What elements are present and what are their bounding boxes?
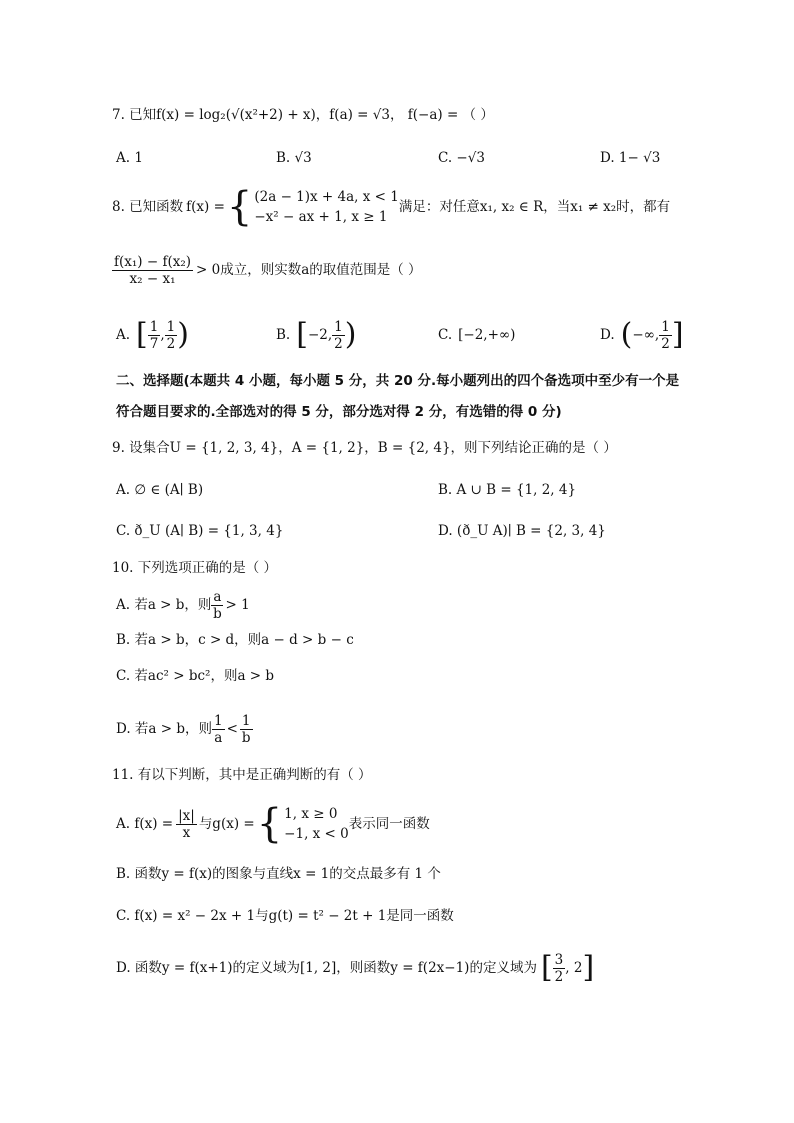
q9-option-c: C. ð_U (A∣ B) = {1, 3, 4}	[116, 523, 284, 539]
q8-frac-den: x₂ − x₁	[129, 270, 176, 287]
q8-inequality	[112, 250, 422, 290]
q11-option-a: A. f(x) = $\frac{|x|}{x}$ 与g(x) = { 1, x ≥ 0 −1, x < 0 表示同一函数	[116, 801, 430, 847]
q7-option-d: D. 1− √3	[600, 150, 661, 166]
q11-stem: 11. 有以下判断，其中是正确判断的有（ ）	[112, 767, 372, 783]
q8-option-d: D. ( −∞, $\frac{1}{2}$ ]	[600, 317, 684, 352]
q7-option-b: B. √3	[276, 150, 312, 166]
q8-case1: (2a − 1)x + 4a, x < 1	[254, 189, 399, 205]
q11-option-d: D. 函数y = f(x+1)的定义域为[1, 2]，则函数y = f(2x−1)的定义域为 [ $\frac{3}{2}$ , 2 ]	[116, 950, 595, 985]
q7-option-a: A. 1	[116, 150, 143, 166]
q8-brace: {	[226, 184, 253, 230]
q10-stem: 10. 下列选项正确的是（ ）	[112, 560, 278, 576]
q9-option-b: B. A ∪ B = {1, 2, 4}	[438, 482, 577, 498]
q8-stem-end: > 0成立，则实数a的取值范围是（ ）	[196, 262, 422, 278]
q8-option-a: A. [ $\frac{1}{7}$ , $\frac{1}{2}$ )	[116, 317, 189, 352]
section2-heading-line2: 符合题目要求的.全部选对的得 5 分，部分选对得 2 分，有选错的得 0 分)	[116, 404, 562, 420]
q9-stem: 9. 设集合U = {1, 2, 3, 4}，A = {1, 2}，B = {2, 4}，则下列结论正确的是（ ）	[112, 440, 617, 456]
q10-option-b: B. 若a > b，c > d，则a − d > b − c	[116, 632, 354, 648]
q7-option-c: C. −√3	[438, 150, 485, 166]
section2-heading-line1: 二、选择题(本题共 4 小题，每小题 5 分，共 20 分.每小题列出的四个备选项中至少有一个是	[116, 373, 680, 389]
q8-stem	[112, 185, 670, 229]
q8-case2: −x² − ax + 1, x ≥ 1	[254, 209, 388, 225]
q8-option-b: B. [ −2, $\frac{1}{2}$ )	[276, 317, 357, 352]
q10-option-d: D. 若a > b，则 $\frac{1}{a}$ < $\frac{1}{b}$	[116, 712, 251, 746]
q10-option-c: C. 若ac² > bc²，则a > b	[116, 668, 275, 684]
q11-option-b: B. 函数y = f(x)的图象与直线x = 1的交点最多有 1 个	[116, 866, 441, 882]
q8-option-c: C. [−2,+∞)	[438, 327, 516, 343]
q11-option-c: C. f(x) = x² − 2x + 1与g(t) = t² − 2t + 1是同一函数	[116, 908, 454, 924]
q9-option-a: A. ∅ ∈ (A∣ B)	[116, 482, 204, 498]
q7-stem: 7. 已知f(x) = log₂(√(x²+2) + x)，f(a) = √3， f(−a) = （ ）	[112, 107, 494, 123]
q8-frac-num: f(x₁) − f(x₂)	[114, 253, 192, 270]
q10-option-a: A. 若a > b，则 $\frac{a}{b}$ > 1	[116, 588, 250, 622]
q9-option-d: D. (ð_U A)∣ B = {2, 3, 4}	[438, 523, 606, 539]
q8-stem-prefix: 8. 已知函数	[112, 199, 184, 215]
q8-fx: f(x) =	[186, 199, 225, 215]
q8-condition: 满足：对任意x₁, x₂ ∈ R，当x₁ ≠ x₂时，都有	[398, 199, 671, 215]
